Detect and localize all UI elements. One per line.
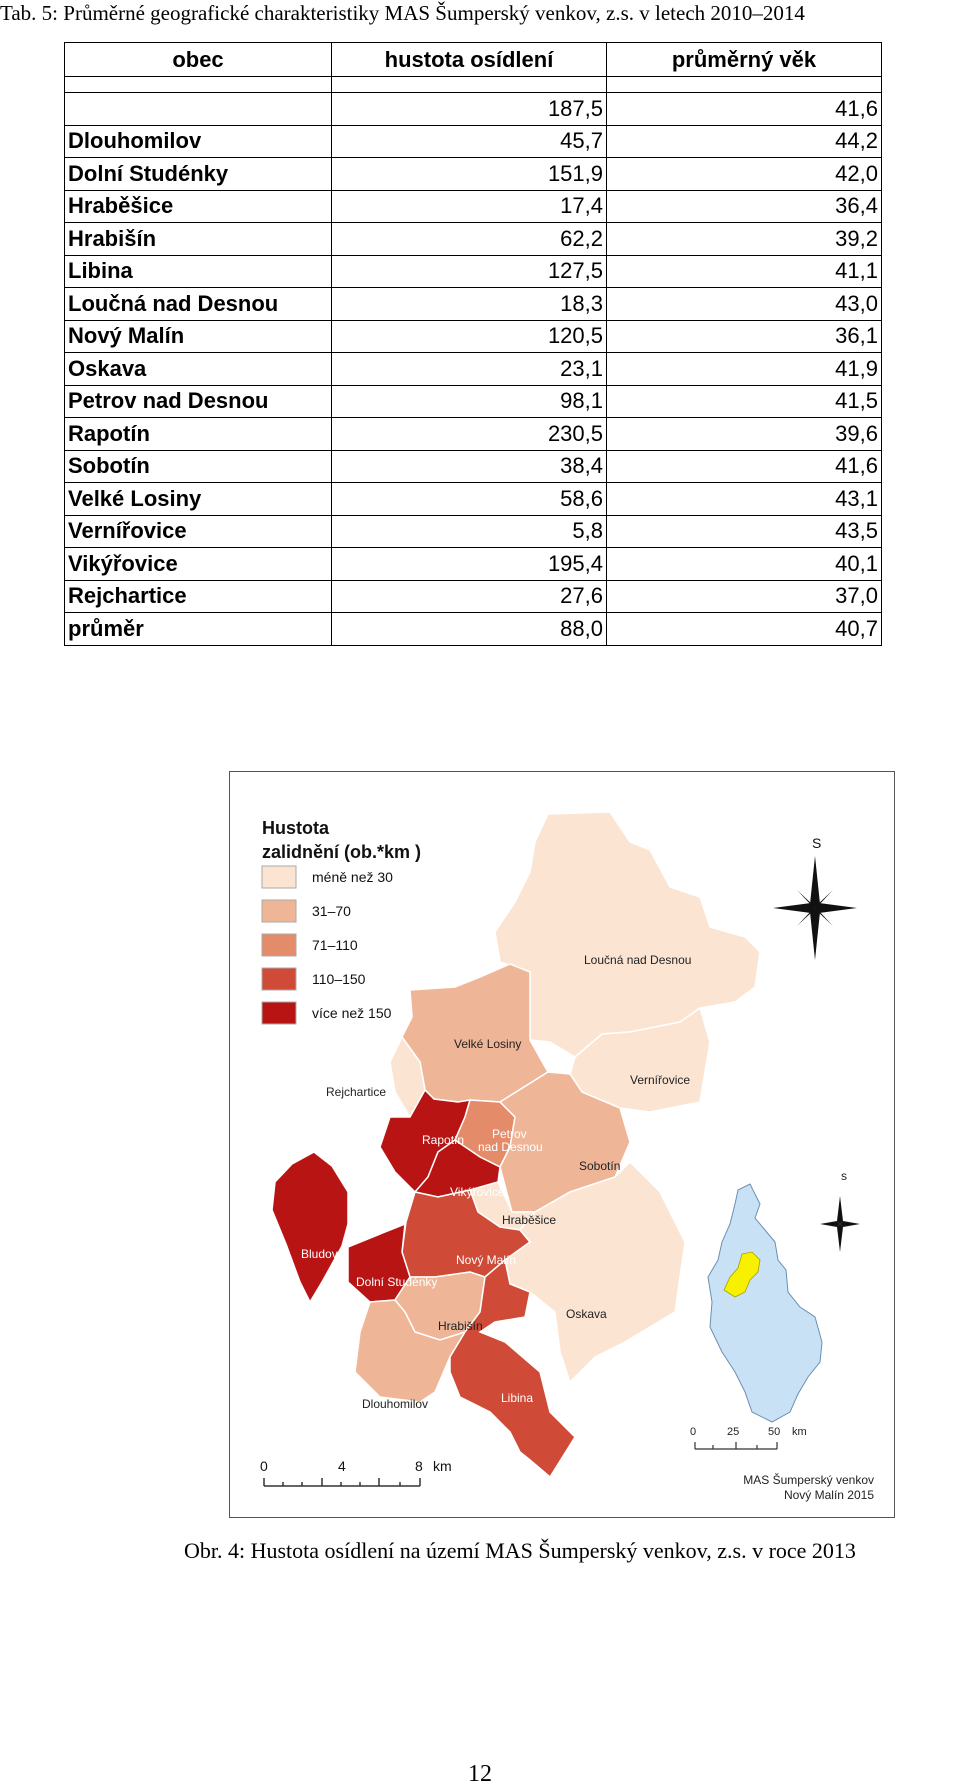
table-caption: Tab. 5: Průměrné geografické charakteristiky MAS Šumperský venkov, z.s. v letech 2010–2014 — [0, 1, 805, 25]
inset-scale-25: 25 — [727, 1426, 740, 1438]
cell-age: 39,6 — [607, 418, 882, 451]
table-row — [65, 190, 882, 223]
scale-bar — [264, 1478, 420, 1486]
label-rapotin: Rapotín — [422, 1133, 465, 1147]
cell-obec: Oskava — [65, 353, 332, 386]
legend-title-line1: Hustota — [262, 818, 329, 838]
density-age-table — [64, 42, 882, 646]
col-header-obec: obec — [65, 43, 332, 77]
cell-age: 41,6 — [607, 93, 882, 126]
legend-label: 71–110 — [312, 937, 358, 953]
cell-age: 43,1 — [607, 483, 882, 516]
cell-age: 40,7 — [607, 613, 882, 646]
cell-density: 45,7 — [332, 125, 607, 158]
label-novy-malin: Nový Malín — [456, 1253, 517, 1267]
cell-obec: Sobotín — [65, 450, 332, 483]
cell-age: 36,4 — [607, 190, 882, 223]
legend-label: 110–150 — [312, 971, 366, 987]
label-dolni-studenky: Dolní Studénky — [356, 1275, 438, 1289]
inset-scale-0: 0 — [690, 1426, 697, 1438]
cell-density: 23,1 — [332, 353, 607, 386]
cell-age: 42,0 — [607, 158, 882, 191]
label-petrov-line2: nad Desnou — [478, 1140, 543, 1154]
label-bludov: Bludov — [301, 1247, 338, 1261]
col-header-density: hustota osídlení — [332, 43, 607, 77]
table-row — [65, 223, 882, 256]
legend-swatch — [262, 900, 296, 922]
cell-obec: Hrabišín — [65, 223, 332, 256]
legend-swatch — [262, 934, 296, 956]
inset-region-olomouc — [708, 1184, 822, 1422]
table-row — [65, 548, 882, 581]
label-loucna-nad-desnou: Loučná nad Desnou — [584, 953, 692, 967]
col-header-age: průměrný věk — [607, 43, 882, 77]
cell-density: 127,5 — [332, 255, 607, 288]
cell-obec: průměr — [65, 613, 332, 646]
cell-obec: Loučná nad Desnou — [65, 288, 332, 321]
legend-swatch — [262, 968, 296, 990]
cell-obec: Rapotín — [65, 418, 332, 451]
cell-density: 230,5 — [332, 418, 607, 451]
scale-0: 0 — [260, 1458, 268, 1474]
cell-density: 27,6 — [332, 580, 607, 613]
cell-obec — [65, 93, 332, 126]
label-hrabesice: Hraběšice — [502, 1213, 557, 1227]
table-header-row — [65, 43, 882, 77]
legend-swatch — [262, 866, 296, 888]
cell-obec: Petrov nad Desnou — [65, 385, 332, 418]
label-rejchartice: Rejchartice — [326, 1085, 387, 1099]
label-oskava: Oskava — [566, 1307, 607, 1321]
cell-age: 40,1 — [607, 548, 882, 581]
density-map-svg — [230, 772, 894, 1517]
legend-swatch — [262, 1002, 296, 1024]
cell-density: 17,4 — [332, 190, 607, 223]
cell-density: 120,5 — [332, 320, 607, 353]
cell-age: 41,5 — [607, 385, 882, 418]
north-arrow-icon — [773, 856, 857, 960]
cell-age: 37,0 — [607, 580, 882, 613]
cell-age: 41,6 — [607, 450, 882, 483]
inset-scale-bar — [695, 1442, 777, 1449]
table-row — [65, 125, 882, 158]
table-row — [65, 288, 882, 321]
table-row — [65, 320, 882, 353]
table-spacer-row — [65, 77, 882, 93]
table-row — [65, 450, 882, 483]
label-vernirovice: Vernířovice — [630, 1073, 691, 1087]
table-row — [65, 385, 882, 418]
cell-obec: Libina — [65, 255, 332, 288]
cell-obec: Nový Malín — [65, 320, 332, 353]
cell-age: 41,1 — [607, 255, 882, 288]
cell-density: 187,5 — [332, 93, 607, 126]
map-legend — [262, 866, 393, 1024]
table-row — [65, 515, 882, 548]
cell-age: 43,5 — [607, 515, 882, 548]
scale-8: 8 — [415, 1458, 423, 1474]
cell-age: 43,0 — [607, 288, 882, 321]
map-credit-line2: Nový Malín 2015 — [783, 1488, 874, 1502]
table-row — [65, 580, 882, 613]
label-dlouhomilov: Dlouhomilov — [362, 1397, 429, 1411]
cell-density: 5,8 — [332, 515, 607, 548]
table-row — [65, 158, 882, 191]
cell-density: 38,4 — [332, 450, 607, 483]
legend-label: více než 150 — [312, 1005, 392, 1021]
map-credit-line1: MAS Šumperský venkov — [743, 1473, 874, 1487]
label-petrov-line1: Petrov — [492, 1127, 527, 1141]
inset-scale-50: 50 — [768, 1426, 781, 1438]
label-vikyrovice: Vikýřovice — [450, 1185, 505, 1199]
figure-caption: Obr. 4: Hustota osídlení na území MAS Šumperský venkov, z.s. v roce 2013 — [184, 1538, 856, 1563]
label-hrabisin: Hrabišín — [438, 1319, 483, 1333]
inset-locator-map — [690, 1169, 860, 1449]
cell-obec: Velké Losiny — [65, 483, 332, 516]
scale-4: 4 — [338, 1458, 346, 1474]
legend-label: 31–70 — [312, 903, 351, 919]
page-number: 12 — [468, 1761, 492, 1787]
inset-north-arrow-icon — [820, 1196, 860, 1252]
table-row — [65, 353, 882, 386]
cell-density: 98,1 — [332, 385, 607, 418]
cell-density: 18,3 — [332, 288, 607, 321]
cell-age: 39,2 — [607, 223, 882, 256]
cell-obec: Dlouhomilov — [65, 125, 332, 158]
cell-obec: Vernířovice — [65, 515, 332, 548]
cell-density: 58,6 — [332, 483, 607, 516]
municipality-bludov — [272, 1152, 348, 1302]
label-libina: Libina — [501, 1391, 534, 1405]
cell-density: 88,0 — [332, 613, 607, 646]
table-row — [65, 418, 882, 451]
cell-age: 44,2 — [607, 125, 882, 158]
cell-density: 195,4 — [332, 548, 607, 581]
cell-density: 151,9 — [332, 158, 607, 191]
north-label: S — [812, 835, 822, 851]
inset-north-label: s — [841, 1169, 847, 1183]
label-sobotin: Sobotín — [579, 1159, 621, 1173]
table-row — [65, 483, 882, 516]
inset-scale-unit: km — [792, 1426, 807, 1438]
table-row — [65, 93, 882, 126]
cell-density: 62,2 — [332, 223, 607, 256]
table-row — [65, 613, 882, 646]
legend-label: méně než 30 — [312, 869, 393, 885]
cell-age: 41,9 — [607, 353, 882, 386]
cell-age: 36,1 — [607, 320, 882, 353]
cell-obec: Rejchartice — [65, 580, 332, 613]
label-velke-losiny: Velké Losiny — [454, 1037, 522, 1051]
table-row — [65, 255, 882, 288]
cell-obec: Hraběšice — [65, 190, 332, 223]
cell-obec: Dolní Studénky — [65, 158, 332, 191]
municipality-loucna-nad-desnou — [495, 812, 760, 1057]
density-map — [229, 771, 895, 1518]
scale-unit: km — [433, 1458, 452, 1474]
legend-title-line2: zalidnění (ob.*km ) — [262, 842, 422, 862]
cell-obec: Vikýřovice — [65, 548, 332, 581]
